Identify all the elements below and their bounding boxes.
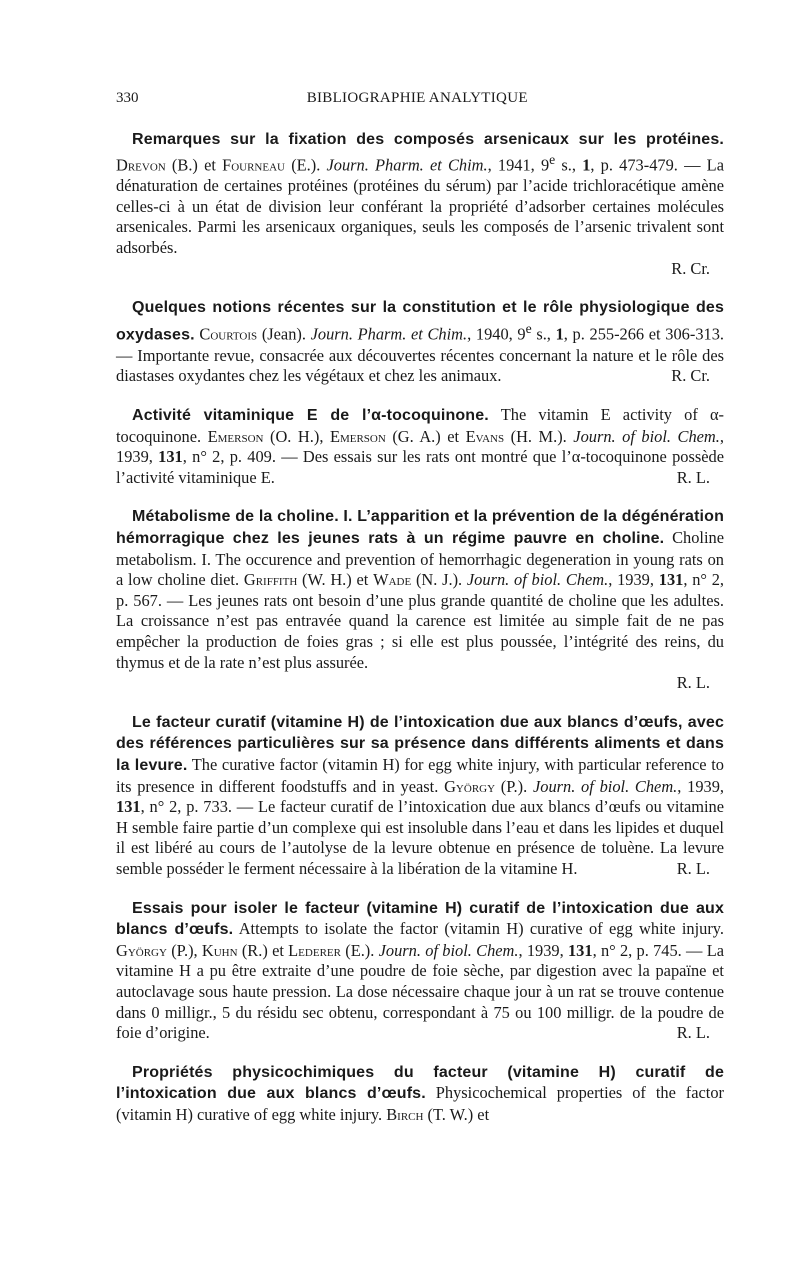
inline-signature: R. L.	[676, 858, 710, 878]
abstract-text: — Les jeunes rats ont besoin d’une plus grande quantité de choline que les adultes. La croissance n’est pas entravée quand la carence est limitée au simple fait de ne pas empêcher la production de foies gras ; si elle est plus poussée, l’intégrité des reins, du thymus et de la rate n’est plus assurée.	[116, 590, 724, 672]
author-initials: (R.) et	[237, 940, 289, 960]
reference-year: , 1940, 9	[467, 324, 526, 344]
abstract-text: — Des essais sur les rats ont montré que l’α-tocoquinone possède l’activité vitaminique E.	[116, 447, 724, 487]
reference-pages: , n° 2, p. 409.	[182, 447, 276, 467]
author-name: Wade	[373, 570, 412, 590]
running-title: BIBLIOGRAPHIE ANALYTIQUE	[306, 90, 528, 106]
journal-name: Journ. of biol. Chem.	[573, 426, 720, 446]
bibliography-entry	[116, 129, 724, 280]
reference-series: s.,	[531, 324, 556, 344]
series-superscript: e	[549, 152, 556, 168]
entry-title: Activité vitaminique E de l’α-tocoquinone.	[132, 407, 489, 425]
reference-pages: , n° 2, p. 567.	[116, 570, 725, 610]
reference-volume: 131	[158, 447, 183, 467]
author-initials: (O. H.),	[263, 426, 330, 446]
author-initials: (N. J.).	[411, 570, 467, 590]
entry-text	[116, 405, 724, 488]
author-initials: (P.).	[495, 776, 533, 796]
author-initials: (E.).	[340, 940, 379, 960]
english-title: Physicochemical properties of the factor (vitamin H) curative of egg white injury.	[116, 1083, 724, 1124]
author-name: Courtois	[199, 324, 258, 344]
bibliography-entry	[116, 712, 724, 880]
reference-volume: 1	[582, 155, 591, 175]
reviewer-signature: R. Cr.	[671, 258, 710, 278]
english-title: Choline metabolism. I. The occurence and prevention of hemorrhagic degeneration in young rats on a low choline diet.	[116, 528, 724, 590]
reference-volume: 131	[567, 940, 593, 960]
reference-pages: , n° 2, p. 745.	[592, 940, 682, 960]
author-initials: (W. H.) et	[297, 570, 374, 590]
author-name: Griffith	[243, 570, 298, 590]
entry-title: Le facteur curatif (vitamine H) de l’intoxication due aux blancs d’œufs, avec des références particulières sur sa présence dans différents aliments et dans la levure.	[116, 713, 724, 774]
reference-series: s.,	[555, 155, 583, 175]
journal-name: Journ. of biol. Chem.	[466, 570, 609, 590]
entry-text	[116, 712, 724, 880]
reference-volume: 1	[555, 324, 564, 344]
english-title: The curative factor (vitamin H) for egg white injury, with particular reference to its presence in different foodstuffs and in yeast.	[116, 754, 724, 796]
author-name: Fourneau	[222, 155, 285, 175]
author-name: Drevon	[116, 155, 166, 175]
journal-name: Journ. Pharm. et Chim.	[310, 324, 468, 344]
entry-title: Essais pour isoler le facteur (vitamine H) curatif de l’intoxication due aux blancs d’œufs.	[116, 899, 724, 939]
entry-text	[116, 297, 724, 387]
author-name: Emerson	[207, 426, 264, 446]
journal-name: Journ. of biol. Chem.	[532, 776, 678, 796]
reference-volume: 131	[658, 570, 684, 590]
author-name: Emerson	[329, 426, 386, 446]
author-initials: (H. M.).	[504, 426, 574, 446]
author-initials: (P.),	[166, 940, 202, 960]
inline-signature: R. L.	[676, 467, 710, 487]
bibliography-entry	[116, 1062, 724, 1126]
reference-year: , 1939,	[608, 570, 659, 590]
entry-title: Métabolisme de la choline. I. L’apparition et la prévention de la dégénération hémorragique chez les jeunes rats à un régime pauvre en choline.	[116, 508, 724, 548]
journal-name: Journ. Pharm. et Chim.	[326, 155, 488, 175]
entry-text	[116, 898, 724, 1044]
inline-signature: R. L.	[676, 1023, 710, 1043]
reference-year: , 1939,	[116, 426, 724, 467]
reference-pages: , n° 2, p. 733.	[140, 797, 232, 817]
reference-pages: , p. 255-266 et 306-313.	[563, 324, 724, 344]
entry-title: Propriétés physicochimiques du facteur (vitamine H) curatif de l’intoxication due aux blancs d’œufs.	[116, 1063, 724, 1103]
author-name: Lederer	[288, 940, 341, 960]
reviewer-signature: R. L.	[676, 673, 710, 693]
reference-year: , 1939,	[518, 940, 568, 960]
page-number: 330	[116, 90, 139, 106]
inline-signature: R. Cr.	[671, 366, 710, 386]
author-name: Evans	[465, 426, 505, 446]
bibliography-entry	[116, 506, 724, 693]
abstract-text: — Le facteur curatif de l’intoxication due aux blancs d’œufs ou vitamine H semble faire partie d’un complexe qui est insoluble dans l’eau et dans les lipides et duquel il est libéré au cours de l’autolyse de la levure obtenue en présence de toluène. La levure semble posséder le ferment nécessaire à la libération de la vitamine H.	[116, 797, 724, 878]
entry-text	[116, 129, 724, 259]
series-superscript: e	[525, 320, 532, 336]
reference-year: , 1939,	[677, 776, 724, 796]
english-title: The vitamin E activity of α-tocoquinone.	[116, 405, 724, 446]
author-name: György	[444, 776, 496, 796]
abstract-text: — Importante revue, consacrée aux découvertes récentes concernant la nature et le rôle des diastases oxydantes chez les végétaux et chez les animaux.	[116, 345, 724, 386]
english-title: Attempts to isolate the factor (vitamin H) curative of egg white injury.	[233, 919, 725, 939]
entry-title: Remarques sur la fixation des composés arsenicaux sur les protéines.	[132, 130, 724, 148]
author-initials: (G. A.) et	[385, 426, 466, 446]
author-name: György	[116, 940, 167, 960]
journal-name: Journ. of biol. Chem.	[378, 940, 519, 960]
author-name: Kuhn	[201, 940, 238, 960]
abstract-text: — La dénaturation de certaines protéines (protéines du sérum) par l’acide trichloracétique amène celles-ci à un état de division leur conférant la propriété d’adsorber certaines molécules arsenicales. Parmi les arsenicaux organiques, seuls les composés de l’arsenic trivalent sont adsorbés.	[116, 155, 724, 258]
author-initials: (Jean).	[257, 324, 311, 344]
page-header	[116, 88, 724, 109]
bibliography-entry	[116, 297, 724, 387]
author-initials: (E.).	[285, 155, 327, 175]
entry-text	[116, 1062, 724, 1126]
reference-volume: 131	[116, 797, 141, 817]
reference-pages: , p. 473-479.	[590, 155, 678, 175]
bibliography-entry	[116, 898, 724, 1044]
author-name: Birch	[386, 1104, 424, 1124]
entry-text	[116, 506, 724, 673]
abstract-text: — La vitamine H a pu être extraite d’une poudre de foie sèche, par digestion avec la papaïne et autoclavage sous haute pression. La dose nécessaire chaque jour à un rat se trouve contenue dans 0 milligr., 5 du résidu sec obtenu, correspondant à 75 ou 100 milligr. de la poudre de foie d’origine.	[116, 940, 724, 1043]
reference-year: , 1941, 9	[487, 155, 550, 175]
author-initials: (B.) et	[165, 155, 223, 175]
entry-title: Quelques notions récentes sur la constitution et le rôle physiologique des oxydases.	[116, 299, 724, 344]
author-initials: (T. W.) et	[423, 1104, 490, 1124]
bibliography-entry	[116, 405, 724, 488]
document-page	[116, 88, 724, 1125]
